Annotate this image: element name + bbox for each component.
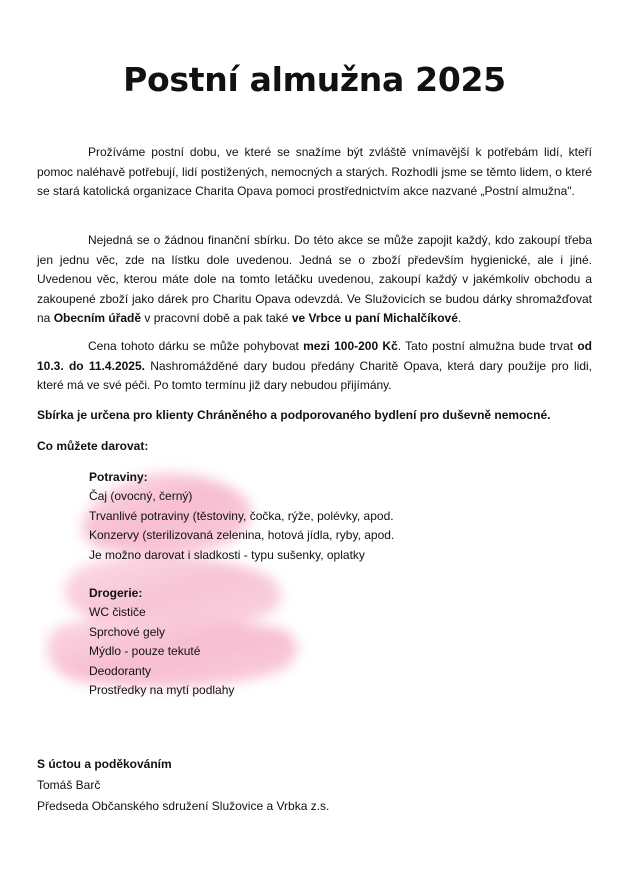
list-item: Čaj (ovocný, černý): [89, 489, 193, 504]
paragraph-2-text-3: .: [457, 311, 462, 325]
list-item: Trvanlivé potraviny (těstoviny, čočka, rýže, polévky, apod.: [89, 508, 394, 523]
donation-heading: Co můžete darovat:: [37, 439, 149, 453]
list-item: WC čističe: [89, 605, 146, 620]
paragraph-2-bold-vrbka: ve Vrbce u paní Michalčíkové: [291, 311, 458, 325]
intro-paragraph-1: Prožíváme postní dobu, ve které se snažíme být zvláště vnímavější k potřebám lidí, kteří pomoc naléhavě potřebují, lidí postižených, nemocných a starých. Rozhodli jsme se těmto lidem, o které se stará katolická organizace Charita Opava pomoci prostřednictvím akce nazvané „Postní almužna".: [37, 145, 592, 198]
signature-name: Tomáš Barč: [37, 778, 101, 792]
signature-closing: S úctou a poděkováním: [37, 757, 172, 771]
intro-paragraph-3: [37, 337, 592, 396]
paragraph-3-bold-price: mezi 100-200 Kč: [303, 339, 398, 353]
paragraph-2-bold-office: Obecním úřadě: [53, 311, 142, 325]
list-item: Deodoranty: [89, 663, 152, 678]
target-group-note: Sbírka je určena pro klienty Chráněného a podporovaného bydlení pro duševně nemocné.: [37, 408, 551, 422]
list-item: Konzervy (sterilizovaná zelenina, hotová jídla, ryby, apod.: [89, 528, 395, 543]
intro-paragraph-2: [37, 231, 592, 329]
drugstore-list: [89, 584, 234, 700]
food-heading: Potraviny:: [89, 470, 148, 484]
paragraph-3-text-2: . Tato postní almužna bude trvat: [397, 339, 578, 353]
list-item: Sprchové gely: [89, 624, 166, 639]
drugstore-heading: Drogerie:: [89, 586, 143, 600]
paragraph-2-text-2: v pracovní době a pak také: [141, 311, 292, 325]
signature-role: Předseda Občanského sdružení Služovice a Vrbka z.s.: [37, 799, 330, 813]
paragraph-3-text-1: Cena tohoto dárku se může pohybovat: [88, 339, 304, 353]
paragraph-3-bold-dates: od 10.3. do 11.4.2025.: [37, 339, 592, 373]
list-item: Prostředky na mytí podlahy: [89, 683, 235, 698]
paragraph-2-text-1: Nejedná se o žádnou finanční sbírku. Do této akce se může zapojit každý, kdo zakoupí třeba jen jednu věc, zde na lístku dole uvedenou. Jedná se o zboží především hygienické, ale i jiné. Uvedenou věc, kterou máte dole na tomto letáčku uvedenou, zakoupí každý v jakémkoliv obchodu a zakoupené zboží jako dárek pro Charitu Opava odevzdá. Ve Služovicích se budou dárky shromažďovat na: [37, 233, 592, 325]
list-item: Je možno darovat i sladkosti - typu sušenky, oplatky: [89, 547, 365, 562]
paragraph-3-text-3: Nashromážděné dary budou předány Charitě Opava, která dary použije pro lidi, které má ve své péči. Po tomto termínu již dary nebudou přijímány.: [37, 358, 593, 392]
list-item: Mýdlo - pouze tekuté: [89, 644, 201, 659]
food-list: [89, 468, 394, 565]
page-title: Postní almužna 2025: [123, 60, 506, 99]
